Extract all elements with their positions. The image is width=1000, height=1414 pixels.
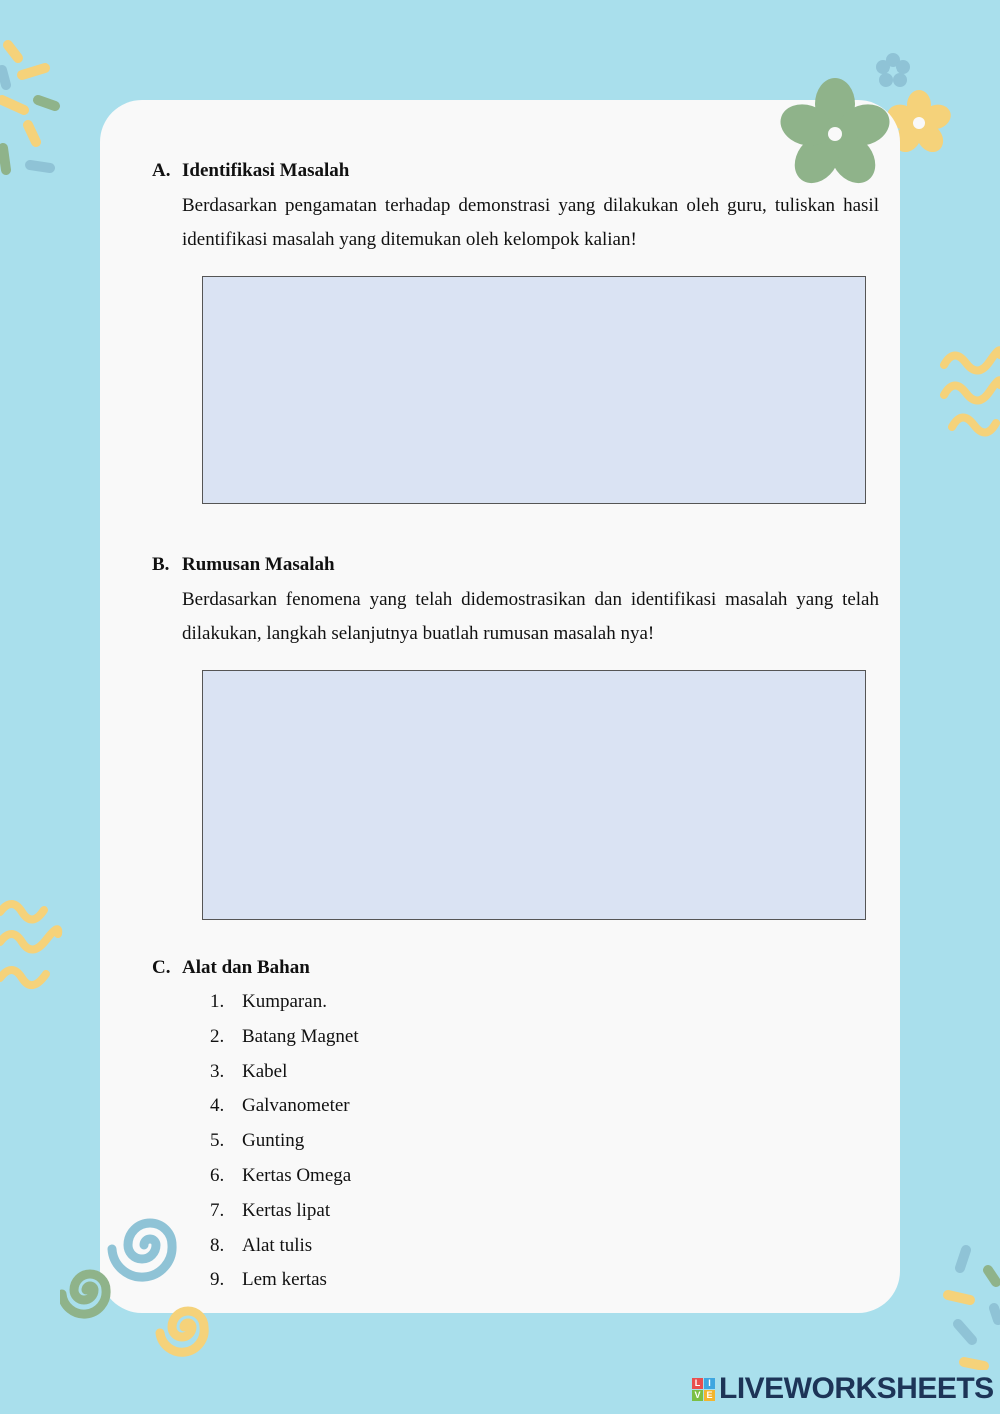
section-b-instructions: Berdasarkan fenomena yang telah didemostrasikan dan identifikasi masalah yang telah dilakukan, langkah selanjutnya buatlah rumusan masalah nya!	[182, 589, 879, 644]
list-number: 4.	[210, 1095, 225, 1117]
list-item	[210, 1055, 359, 1090]
rumusan-answer-box[interactable]	[202, 670, 866, 920]
list-label: Lem kertas	[242, 1269, 327, 1291]
list-label: Batang Magnet	[242, 1025, 359, 1047]
list-item	[210, 985, 359, 1020]
list-item	[210, 1124, 359, 1159]
list-label: Alat tulis	[242, 1234, 313, 1256]
brand-name: LIVEWORKSHEETS	[719, 1372, 994, 1405]
list-number: 8.	[210, 1234, 225, 1256]
logo-letter: V	[692, 1390, 703, 1401]
confetti-bottom-right-decoration	[936, 1240, 1000, 1370]
section-a-instructions: Berdasarkan pengamatan terhadap demonstrasi yang dilakukan oleh guru, tuliskan hasil identifikasi masalah yang ditemukan oleh kelompok kalian!	[182, 195, 879, 250]
list-label: Kertas lipat	[242, 1199, 331, 1221]
squiggle-left-decoration	[0, 898, 64, 998]
list-label: Kumparan.	[242, 991, 327, 1012]
list-label: Kabel	[242, 1060, 288, 1082]
list-item	[210, 1159, 359, 1194]
list-item	[210, 1229, 359, 1264]
list-label: Gunting	[242, 1130, 305, 1152]
section-a-heading	[152, 160, 349, 182]
liveworksheets-logo-icon	[692, 1378, 715, 1401]
list-number: 6.	[210, 1164, 225, 1186]
list-item	[210, 1263, 359, 1298]
list-number: 3.	[210, 1060, 225, 1082]
liveworksheets-brand[interactable]	[692, 1372, 994, 1406]
section-b-title: Rumusan Masalah	[182, 554, 335, 575]
list-label: Galvanometer	[242, 1095, 350, 1117]
list-label: Kertas Omega	[242, 1164, 352, 1186]
list-number: 2.	[210, 1025, 225, 1047]
list-number: 9.	[210, 1269, 225, 1291]
section-a-letter: A.	[152, 160, 171, 181]
list-number: 1.	[210, 991, 225, 1012]
confetti-top-left-decoration	[0, 30, 80, 190]
list-item	[210, 1020, 359, 1055]
logo-letter: I	[704, 1378, 715, 1389]
list-item	[210, 1089, 359, 1124]
materials-list	[210, 985, 359, 1298]
list-number: 5.	[210, 1130, 225, 1152]
logo-letter: E	[704, 1390, 715, 1401]
identifikasi-answer-box[interactable]	[202, 276, 866, 504]
squiggle-right-decoration	[938, 345, 1000, 445]
section-b-letter: B.	[152, 554, 170, 575]
logo-letter: L	[692, 1378, 703, 1389]
list-item	[210, 1194, 359, 1229]
section-c-letter: C.	[152, 957, 171, 978]
list-number: 7.	[210, 1199, 225, 1221]
section-c-heading	[152, 957, 310, 979]
section-c-title: Alat dan Bahan	[182, 957, 310, 978]
section-a-title: Identifikasi Masalah	[182, 160, 350, 181]
spiral-decoration	[60, 1205, 230, 1365]
green-flower-decoration	[780, 78, 890, 190]
section-b-heading	[152, 554, 335, 576]
